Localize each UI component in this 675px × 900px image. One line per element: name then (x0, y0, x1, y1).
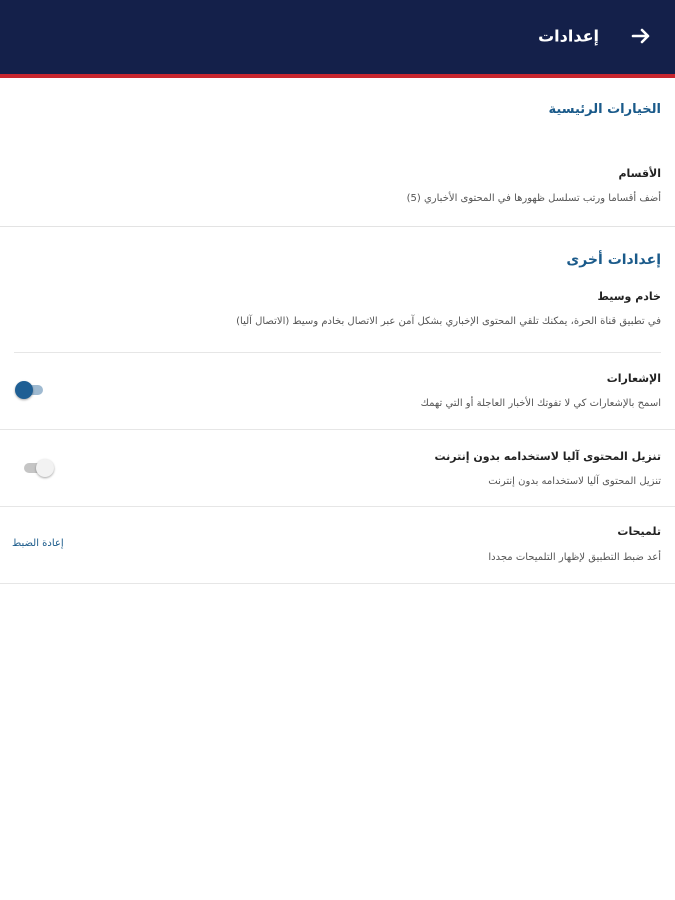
toggle-thumb (15, 381, 33, 399)
toggle-thumb (36, 459, 54, 477)
offline-download-subtitle: تنزيل المحتوى آليا لاستخدامه بدون إنترنت (488, 476, 661, 487)
main-options-heading: الخيارات الرئيسية (548, 102, 661, 117)
other-settings-heading: إعدادات أخرى (566, 252, 661, 268)
sections-subtitle: أضف أقساما ورتب تسلسل ظهورها في المحتوى الأخباري (5) (406, 193, 661, 204)
sections-setting[interactable] (0, 120, 675, 227)
hints-setting (0, 507, 675, 584)
offline-download-title: تنزيل المحتوى آليا لاستخدامه بدون إنترنت (434, 450, 661, 463)
reset-hints-button[interactable]: إعادة الضبط (12, 538, 64, 549)
notifications-setting (0, 353, 675, 430)
hints-subtitle: أعد ضبط التطبيق لإظهار التلميحات مجددا (488, 552, 661, 563)
offline-download-toggle[interactable] (20, 457, 54, 479)
arrow-right-icon[interactable] (629, 24, 653, 48)
page-title: إعدادات (538, 26, 599, 46)
notifications-subtitle: اسمح بالإشعارات كي لا تفوتك الأخبار العاجلة أو التي تهمك (420, 398, 661, 409)
proxy-setting[interactable] (0, 270, 675, 352)
notifications-toggle[interactable] (15, 379, 49, 401)
settings-content (0, 78, 675, 584)
sections-title: الأقسام (618, 167, 661, 180)
app-bar (0, 0, 675, 78)
proxy-subtitle: في تطبيق قناة الحرة، يمكنك تلقي المحتوى الإخباري بشكل آمن عبر الاتصال بخادم وسيط (الاتصال آليا) (236, 316, 661, 327)
hints-title: تلميحات (617, 525, 661, 538)
notifications-title: الإشعارات (606, 372, 661, 385)
offline-download-setting (0, 430, 675, 507)
proxy-title: خادم وسيط (597, 290, 661, 303)
